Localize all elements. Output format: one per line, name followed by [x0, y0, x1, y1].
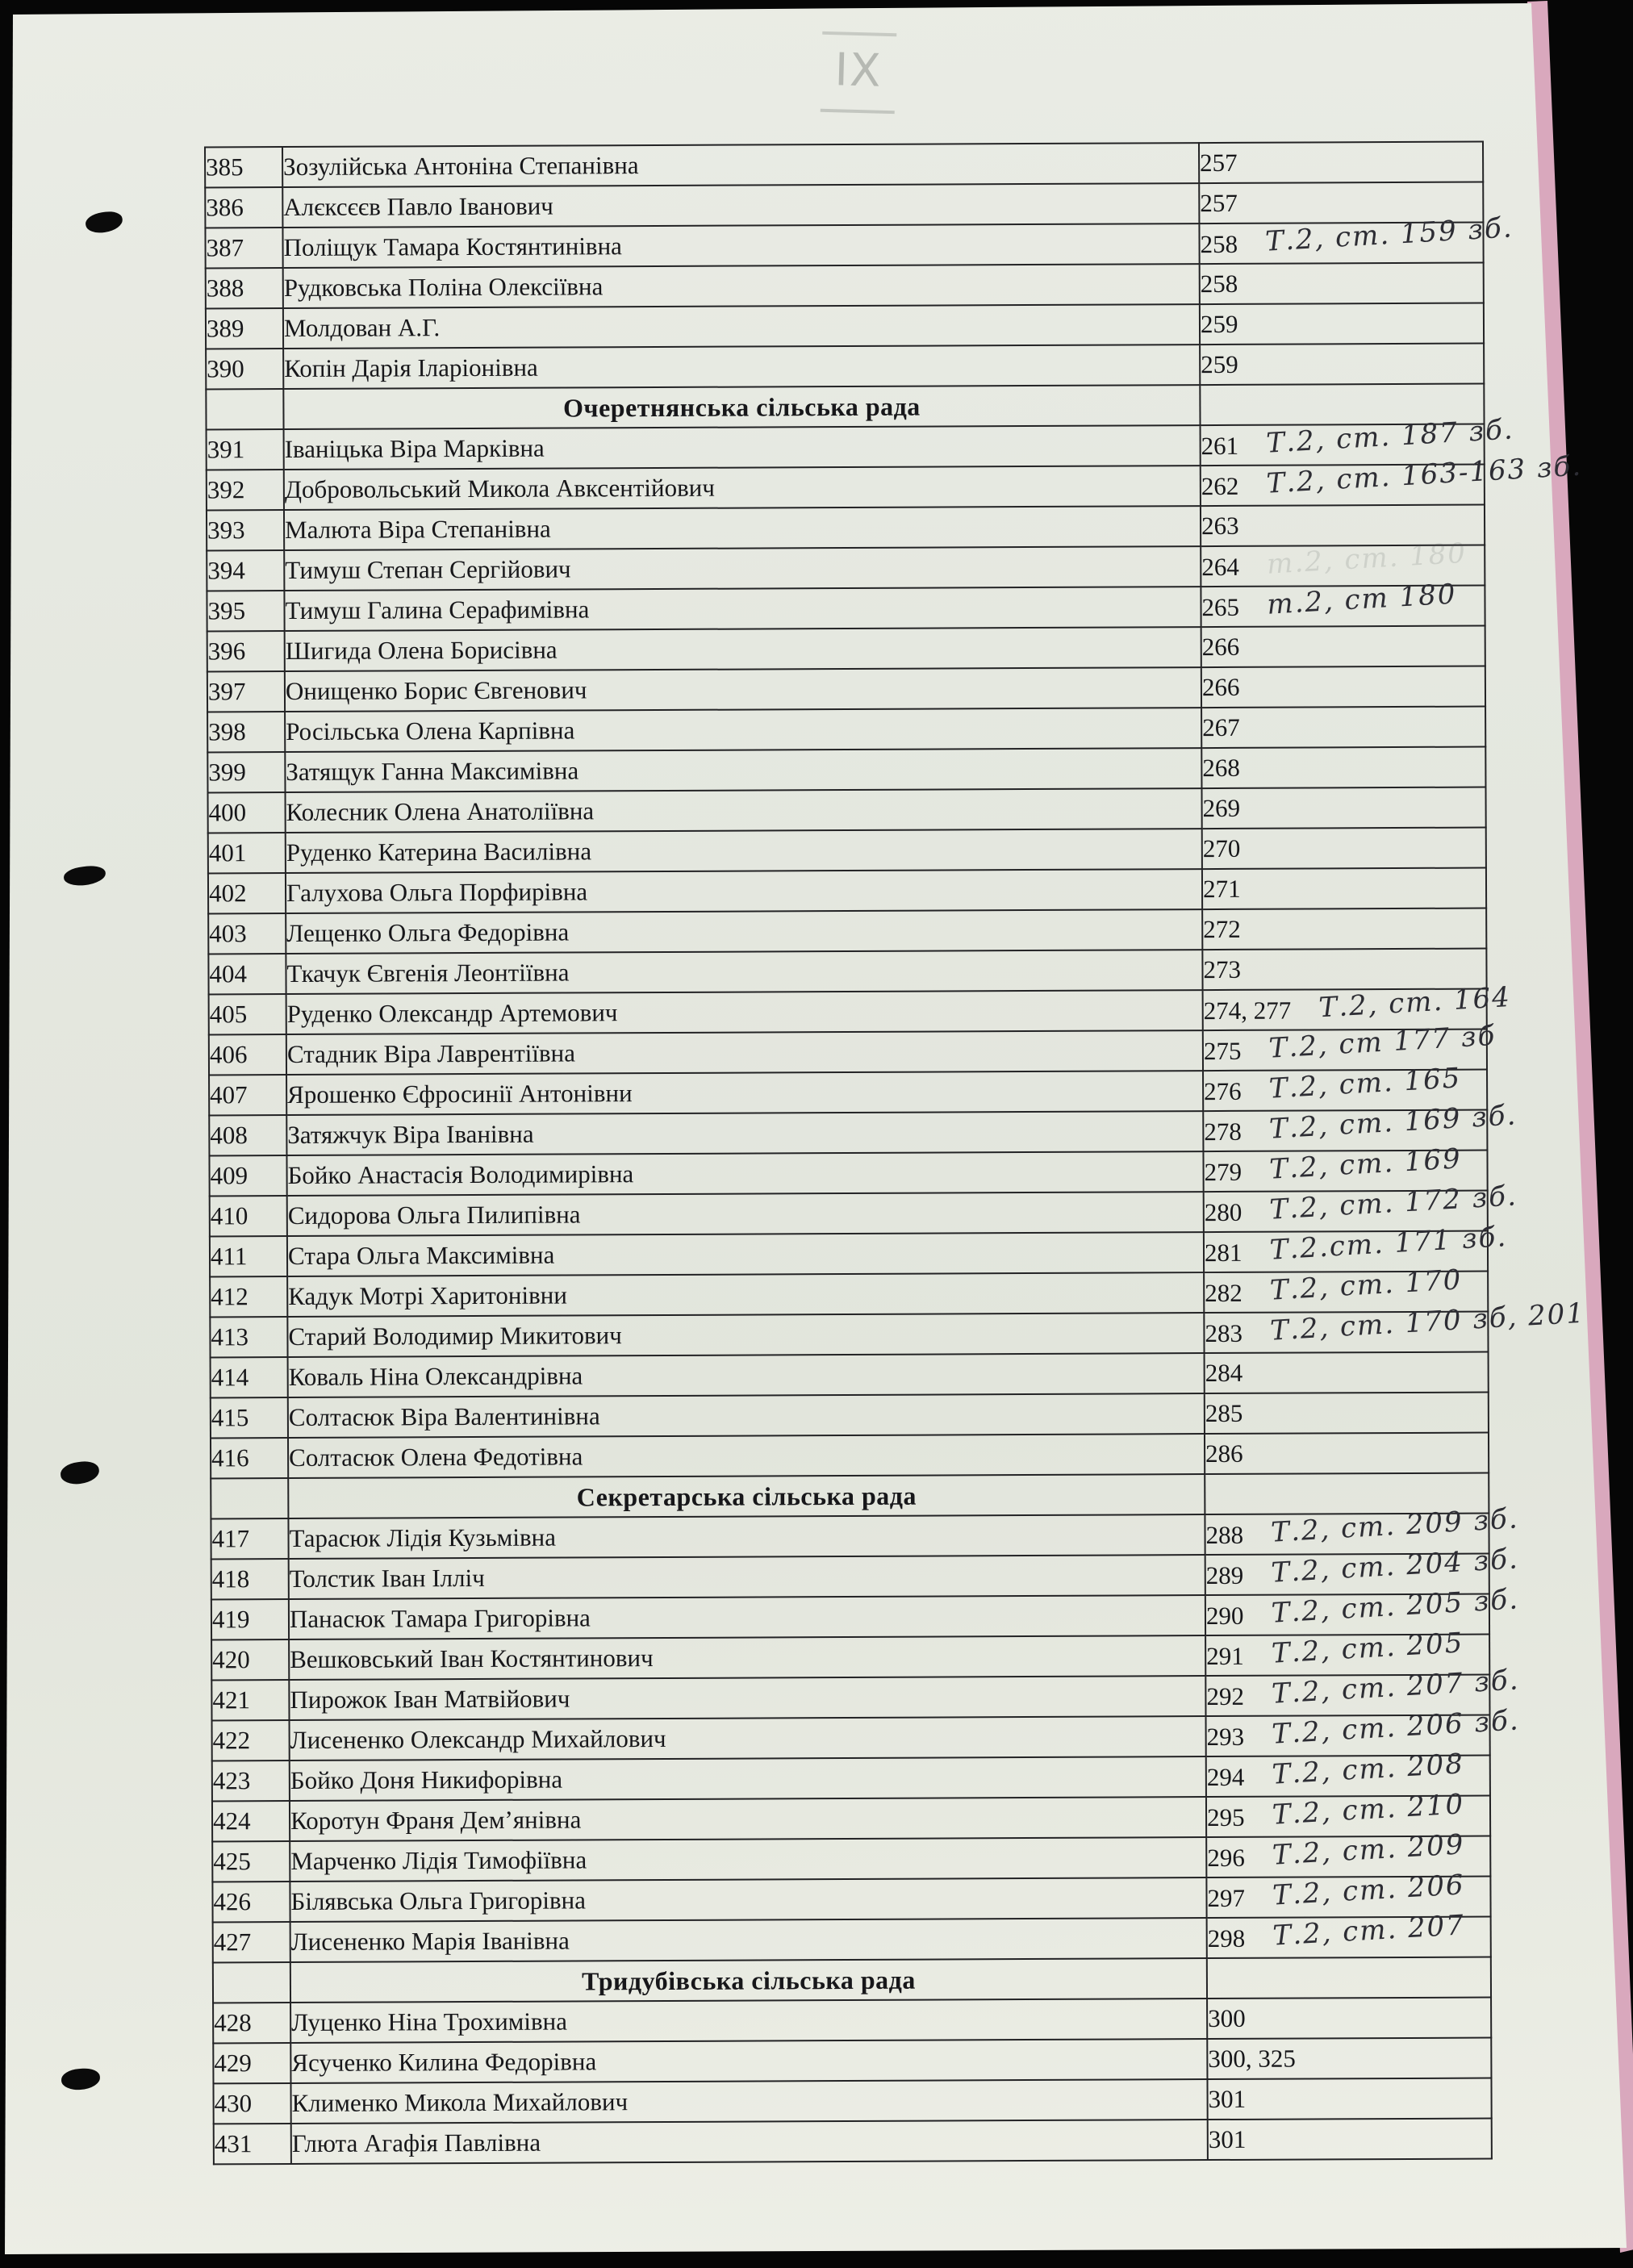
page-cell: [1204, 1297, 1586, 1354]
table-row: [209, 989, 1487, 1035]
name-cell: Лисененко Олександр Михайлович: [290, 1716, 1206, 1761]
name-cell: Коваль Ніна Олександрівна: [288, 1353, 1205, 1397]
row-number-cell: 409: [209, 1155, 286, 1196]
table-row: [213, 2078, 1491, 2124]
handwritten-annotation: Т.2, ст. 207: [1271, 1908, 1466, 1953]
name-cell: Онищенко Борис Євгенович: [285, 667, 1201, 712]
row-number-cell: 390: [206, 349, 283, 389]
handwritten-annotation: Т.2, ст. 165: [1268, 1061, 1462, 1105]
row-number-cell: 428: [213, 2003, 290, 2043]
handwritten-annotation-erased: т.2, ст. 180: [1265, 537, 1468, 581]
handwritten-annotation: Т.2, ст. 187 зб.: [1264, 412, 1515, 460]
handwritten-annotation: Т.2, ст. 164: [1317, 980, 1512, 1024]
page-cell: [1201, 626, 1485, 668]
page-cell: [1200, 344, 1484, 386]
name-cell: Ясученко Килина Федорівна: [290, 2039, 1207, 2083]
pencil-stamp: IX: [821, 31, 897, 114]
page-number: 286: [1205, 1439, 1243, 1468]
handwritten-annotation: Т.2, ст. 163-163 зб.: [1265, 449, 1583, 500]
page-number: 261: [1201, 431, 1239, 460]
page-number: 264: [1201, 552, 1239, 581]
row-number-cell: 427: [213, 1922, 290, 1962]
page-number: 291: [1206, 1641, 1244, 1670]
page-cell: [1201, 707, 1485, 749]
page-number: 258: [1200, 229, 1238, 258]
row-number-cell: 389: [206, 308, 283, 349]
row-number-cell: 394: [207, 550, 284, 591]
table-row: [207, 465, 1485, 511]
name-cell: Затящук Ганна Максимівна: [285, 748, 1201, 792]
row-number-cell: 417: [211, 1518, 288, 1559]
name-cell: Панасюк Тамара Григорівна: [289, 1595, 1205, 1639]
section-row: [213, 1957, 1491, 2003]
page-number: 266: [1201, 672, 1240, 702]
table-row: [208, 828, 1486, 874]
table-row: [207, 747, 1485, 793]
name-cell: Ярошенко Єфросинії Антонівни: [286, 1071, 1203, 1115]
name-cell: Алєксєєв Павло Іванович: [282, 183, 1199, 228]
handwritten-annotation: т.2, ст 180: [1265, 577, 1457, 621]
name-cell: Марченко Лідія Тимофіївна: [290, 1837, 1206, 1882]
section-row: [206, 384, 1484, 430]
name-cell: Старий Володимир Микитович: [287, 1313, 1204, 1357]
name-cell: Ткачук Євгенія Леонтіївна: [286, 950, 1202, 994]
page-cell: [1207, 1908, 1491, 1959]
row-number-cell: 404: [208, 954, 286, 994]
page-cell: [1207, 2038, 1491, 2080]
page-cell: [1201, 449, 1583, 507]
page-number: 295: [1206, 1802, 1245, 1832]
name-cell: Зозулійська Антоніна Степанівна: [282, 143, 1199, 187]
page-number: 284: [1205, 1358, 1243, 1388]
table-row: [205, 223, 1483, 269]
table-row: [211, 1514, 1489, 1560]
row-number-cell: [211, 1478, 288, 1518]
section-title: Тридубівська сільська рада: [290, 1958, 1207, 2003]
handwritten-annotation: Т.2, ст. 170: [1268, 1263, 1463, 1307]
handwritten-annotation: Т.2, ст. 210: [1271, 1787, 1465, 1832]
page-cell: [1202, 908, 1486, 950]
page-number: 301: [1208, 2124, 1247, 2154]
row-number-cell: 398: [207, 712, 285, 752]
row-number-cell: [206, 389, 283, 429]
row-number-cell: 414: [211, 1357, 288, 1397]
page-number: 301: [1208, 2084, 1247, 2114]
page-number: 278: [1204, 1117, 1242, 1146]
page-number: 296: [1207, 1843, 1245, 1872]
page-number: 275: [1203, 1036, 1242, 1065]
table-row: [207, 626, 1485, 672]
row-number-cell: 419: [211, 1599, 289, 1639]
section-title: Секретарська сільська рада: [288, 1474, 1205, 1518]
table-row: [207, 586, 1485, 632]
table-row: [207, 707, 1485, 753]
row-number-cell: 407: [209, 1075, 286, 1115]
row-number-cell: 402: [208, 873, 286, 913]
table-row: [212, 1756, 1490, 1802]
page-number: 294: [1206, 1762, 1245, 1791]
table-row: [210, 1191, 1488, 1237]
name-cell: Стара Ольга Максимівна: [287, 1232, 1204, 1276]
handwritten-annotation: Т.2, ст. 159 зб.: [1263, 211, 1514, 258]
table-row: [211, 1352, 1489, 1398]
table-row: [211, 1393, 1489, 1439]
table-row: [207, 545, 1485, 591]
page-cell: [1199, 142, 1483, 184]
name-cell: Руденко Катерина Василівна: [286, 829, 1202, 873]
name-cell: Солтасюк Олена Федотівна: [288, 1434, 1205, 1478]
table-row: [208, 787, 1486, 833]
name-cell: Толстик Іван Ілліч: [289, 1555, 1205, 1599]
page-number: 292: [1206, 1681, 1244, 1710]
page-number: 289: [1205, 1560, 1244, 1589]
row-number-cell: 392: [207, 470, 284, 510]
row-number-cell: 388: [206, 268, 283, 308]
row-number-cell: 386: [205, 187, 282, 228]
table-row: [206, 263, 1484, 309]
table-row: [210, 1231, 1488, 1277]
name-cell: Поліщук Тамара Костянтинівна: [282, 223, 1199, 268]
table-row: [213, 2038, 1491, 2084]
row-number-cell: 408: [209, 1115, 286, 1155]
page-number: 300, 325: [1208, 2044, 1296, 2074]
handwritten-annotation: Т.2, ст. 204 зб.: [1269, 1542, 1520, 1589]
table-row: [209, 1070, 1487, 1116]
page-number: 271: [1202, 874, 1241, 904]
name-cell: Колесник Олена Анатоліївна: [286, 788, 1202, 833]
row-number-cell: 431: [214, 2124, 291, 2164]
row-number-cell: 401: [208, 833, 286, 873]
page-cell: [1205, 1352, 1489, 1394]
row-number-cell: 399: [207, 752, 285, 792]
page-cell: [1201, 747, 1485, 789]
page-number: 257: [1200, 188, 1238, 218]
page-cell: [1201, 787, 1485, 829]
row-number-cell: 385: [205, 147, 282, 187]
page-number: 263: [1201, 511, 1239, 541]
name-cell: Копін Дарія Іларіонівна: [283, 345, 1200, 389]
table-row: [209, 1151, 1487, 1197]
page-cell: [1202, 949, 1486, 991]
table-row: [206, 303, 1484, 349]
page-cell: [1201, 577, 1485, 628]
table-row: [212, 1836, 1490, 1882]
table-row: [212, 1877, 1490, 1923]
name-cell: Руденко Олександр Артемович: [286, 990, 1203, 1034]
table-row: [206, 344, 1484, 390]
name-cell: Глюта Агафія Павлівна: [291, 2120, 1208, 2164]
name-cell: Вешковський Іван Костянтинович: [289, 1635, 1205, 1680]
page-cell: [1205, 1433, 1489, 1475]
page-number: 258: [1200, 269, 1238, 299]
row-number-cell: 412: [210, 1276, 287, 1317]
page-number: 285: [1205, 1398, 1243, 1428]
section-row: [211, 1473, 1489, 1519]
name-cell: Молдован А.Г.: [283, 304, 1200, 349]
table-row: [213, 1917, 1491, 1963]
row-number-cell: 425: [212, 1841, 290, 1882]
table-row: [207, 666, 1485, 712]
page-number: 282: [1205, 1278, 1242, 1307]
name-cell: Рудковська Поліна Олексіївна: [283, 264, 1200, 308]
table-row: [211, 1594, 1489, 1640]
row-number-cell: 420: [211, 1639, 289, 1680]
row-number-cell: 396: [207, 631, 285, 671]
page-number: 265: [1201, 592, 1240, 621]
name-cell: Шигида Олена Борисівна: [285, 627, 1201, 671]
handwritten-annotation: Т.2.ст. 171 зб.: [1268, 1220, 1508, 1267]
handwritten-annotation: Т.2, ст. 172 зб.: [1268, 1179, 1518, 1226]
page-cell: [1201, 666, 1485, 708]
name-cell: Стадник Віра Лаврентіївна: [286, 1030, 1203, 1075]
page-number: 266: [1201, 632, 1240, 662]
registry-table: [204, 141, 1586, 2166]
page-number: 288: [1205, 1520, 1244, 1549]
table-row: [209, 1110, 1487, 1156]
row-number-cell: 413: [210, 1317, 287, 1357]
row-number-cell: 405: [209, 994, 286, 1034]
page-cell: [1207, 1998, 1491, 2040]
page-number: 280: [1204, 1197, 1242, 1226]
page-cell: [1207, 2078, 1491, 2120]
page-cell: [1202, 868, 1486, 910]
row-number-cell: 430: [213, 2083, 290, 2124]
name-cell: Коротун Франя Дем’янівна: [290, 1797, 1206, 1841]
handwritten-annotation: Т.2, ст. 209: [1271, 1827, 1465, 1872]
page-number: 257: [1200, 148, 1238, 178]
name-cell: Сидорова Ольга Пилипівна: [287, 1192, 1204, 1236]
page-number: 270: [1202, 833, 1241, 863]
table-row: [212, 1715, 1490, 1761]
page-number: 267: [1202, 712, 1240, 742]
row-number-cell: 421: [211, 1680, 289, 1720]
page-number: 269: [1202, 793, 1241, 823]
row-number-cell: 406: [209, 1034, 286, 1075]
handwritten-annotation: Т.2, ст. 206 зб.: [1270, 1703, 1521, 1751]
page-number: 300: [1208, 2003, 1246, 2033]
handwritten-annotation: Т.2, ст 177 зб: [1268, 1019, 1497, 1065]
row-number-cell: 387: [205, 228, 282, 268]
page-cell: [1200, 263, 1484, 305]
name-cell: Тимуш Степан Сергійович: [284, 546, 1201, 591]
handwritten-annotation: Т.2, ст. 206: [1271, 1868, 1466, 1912]
page-cell: [1200, 303, 1484, 345]
table-row: [211, 1635, 1489, 1681]
handwritten-annotation: Т.2, ст. 207 зб.: [1270, 1663, 1520, 1710]
row-number-cell: 403: [208, 913, 286, 954]
row-number-cell: 411: [210, 1236, 287, 1276]
page-number: 293: [1206, 1722, 1245, 1751]
handwritten-annotation: Т.2, ст. 169: [1268, 1142, 1463, 1186]
page-cell: [1208, 2119, 1492, 2161]
table-row: [214, 2119, 1492, 2165]
table-row: [208, 908, 1486, 954]
row-number-cell: 393: [207, 510, 284, 550]
page-number: 276: [1204, 1076, 1242, 1105]
page-cell: [1202, 828, 1486, 870]
row-number-cell: 391: [207, 429, 284, 470]
name-cell: Росільська Олена Карпівна: [285, 708, 1201, 752]
page-cell: [1199, 211, 1514, 265]
name-cell: Добровольський Микола Авксентійович: [284, 466, 1201, 510]
table-row: [205, 182, 1483, 228]
table-row: [208, 868, 1486, 914]
table-row: [209, 1030, 1487, 1076]
row-number-cell: 415: [211, 1397, 288, 1438]
page-number: 259: [1200, 309, 1238, 339]
row-number-cell: 416: [211, 1438, 288, 1478]
table-row: [210, 1312, 1488, 1358]
page-number: 297: [1207, 1883, 1246, 1912]
table-row: [207, 424, 1485, 470]
page-number: 283: [1205, 1318, 1243, 1347]
name-cell: Кадук Мотрі Харитонівни: [287, 1272, 1204, 1317]
table-row: [211, 1433, 1489, 1479]
page-cell: [1207, 1957, 1491, 1999]
name-cell: Тарасюк Лідія Кузьмівна: [288, 1514, 1205, 1559]
row-number-cell: 424: [212, 1801, 290, 1841]
name-cell: Луценко Ніна Трохимівна: [290, 1999, 1207, 2043]
table-row: [207, 505, 1485, 551]
row-number-cell: 400: [208, 792, 286, 833]
row-number-cell: 426: [212, 1882, 290, 1922]
page-number: 259: [1201, 349, 1238, 379]
table-body: [205, 142, 1586, 2165]
handwritten-annotation: Т.2, ст. 209 зб.: [1269, 1502, 1519, 1549]
section-title: Очеретнянська сільська рада: [283, 385, 1200, 429]
table-row: [208, 949, 1486, 995]
handwritten-annotation: Т.2, ст. 170 зб, 201: [1268, 1297, 1586, 1347]
name-cell: Бойко Анастасія Володимирівна: [286, 1151, 1203, 1196]
handwritten-annotation: Т.2, ст. 208: [1271, 1747, 1465, 1791]
page-number: 262: [1201, 471, 1239, 500]
name-cell: Солтасюк Віра Валентинівна: [288, 1393, 1205, 1438]
handwritten-annotation: Т.2, ст. 205: [1270, 1626, 1464, 1670]
row-number-cell: 429: [213, 2043, 290, 2083]
page-number: 268: [1202, 753, 1240, 783]
table-row: [210, 1272, 1488, 1318]
name-cell: Галухова Ольга Порфирівна: [286, 869, 1202, 913]
row-number-cell: 418: [211, 1559, 289, 1599]
handwritten-annotation: Т.2, ст. 169 зб.: [1268, 1098, 1518, 1146]
name-cell: Затяжчук Віра Іванівна: [286, 1111, 1203, 1155]
page-number: 272: [1203, 914, 1241, 944]
name-cell: Лисененко Марія Іванівна: [290, 1918, 1207, 1962]
handwritten-annotation: Т.2, ст. 205 зб.: [1270, 1582, 1520, 1630]
row-number-cell: [213, 1962, 290, 2003]
page-number: 298: [1207, 1923, 1246, 1953]
page-number: 279: [1204, 1157, 1242, 1186]
page-number: 273: [1203, 954, 1242, 984]
page-cell: [1205, 1393, 1489, 1435]
name-cell: Іваніцька Віра Марківна: [284, 425, 1201, 470]
page-number: 274, 277: [1203, 996, 1292, 1025]
row-number-cell: 423: [212, 1761, 290, 1801]
row-number-cell: 410: [210, 1196, 287, 1236]
page-number: 281: [1204, 1238, 1242, 1267]
row-number-cell: 422: [212, 1720, 290, 1761]
name-cell: Лещенко Ольга Федорівна: [286, 909, 1202, 954]
table-row: [205, 142, 1483, 188]
row-number-cell: 395: [207, 591, 284, 631]
table-row: [211, 1554, 1489, 1600]
row-number-cell: 397: [207, 671, 285, 712]
name-cell: Малюта Віра Степанівна: [284, 506, 1201, 550]
table-row: [212, 1796, 1490, 1842]
name-cell: Пирожок Іван Матвійович: [289, 1676, 1205, 1720]
name-cell: Бойко Доня Никифорівна: [290, 1756, 1206, 1801]
table-row: [213, 1998, 1491, 2044]
name-cell: Білявська Ольга Григорівна: [290, 1877, 1206, 1922]
table-row: [211, 1675, 1489, 1721]
name-cell: Тимуш Галина Серафимівна: [284, 587, 1201, 631]
name-cell: Клименко Микола Михайлович: [290, 2079, 1207, 2124]
page-number: 290: [1205, 1601, 1244, 1630]
